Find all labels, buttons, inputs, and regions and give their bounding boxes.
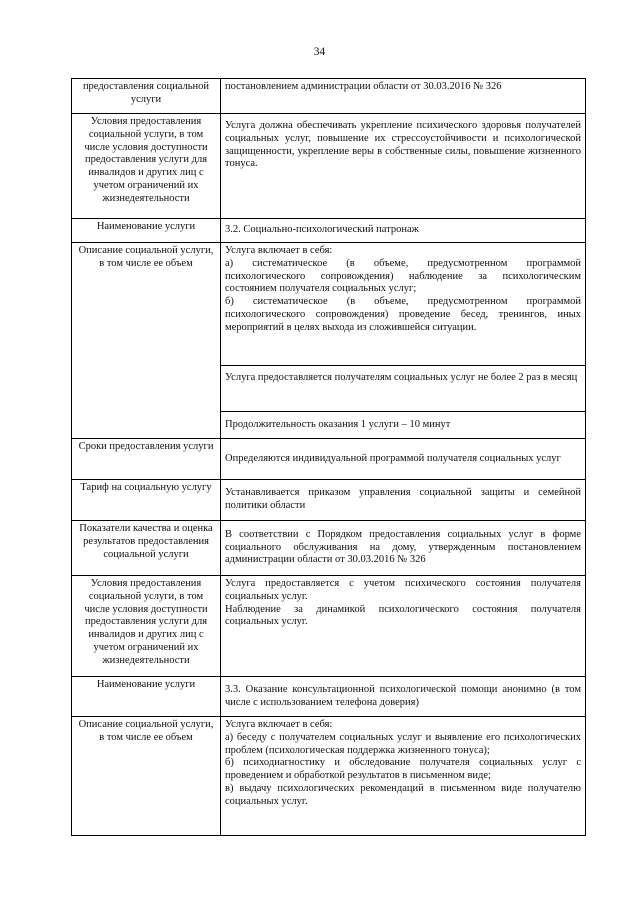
row-value: постановлением администрации области от 30.03.2016 № 326: [221, 79, 586, 114]
row-value: Устанавливается приказом управления социальной защиты и семейной политики области: [221, 480, 586, 521]
table-row: [72, 480, 586, 521]
table-row: [72, 79, 586, 114]
row-value: [221, 576, 586, 677]
table-row: [72, 677, 586, 717]
row-label: Условия предоставления социальной услуги, в том числе условия доступности предоставления услуги для инвалидов и других лиц с учетом ограничений их жизнедеятельности: [72, 114, 221, 219]
text-line: Услуга включает в себя:: [225, 245, 333, 256]
table-row: [72, 114, 586, 219]
service-name: 3.3. Оказание консультационной психологической помощи анонимно (в том числе с использованием телефона доверия): [221, 677, 586, 717]
text-line: б) психодиагностику и обследование получателя социальных услуг с проведением и обработкой результатов в письменном виде;: [225, 757, 581, 782]
text-line: а) систематическое (в объеме, предусмотренном программой психологического сопровождения) наблюдение за психологическим состоянием получателя социальных услуг;: [225, 257, 581, 295]
text-line: а) беседу с получателем социальных услуг и выявление его психологических проблем (психологическая поддержка жизненного тонуса);: [225, 731, 581, 756]
text-line: в) выдачу психологических рекомендаций в письменном виде получателю социальных услуг.: [225, 782, 581, 807]
row-label: Наименование услуги: [72, 677, 221, 717]
row-value: Услуга должна обеспечивать укрепление психического здоровья получателей социальных услуг, повышение их стрессоустойчивости и психологической защищенности, укрепление веры в собственные силы, повышение жизненного тонуса.: [221, 114, 586, 219]
table-row: [72, 219, 586, 243]
row-value: Услуга предоставляется получателям социальных услуг не более 2 раз в месяц: [221, 366, 586, 412]
table-row: [72, 717, 586, 836]
row-value: Продолжительность оказания 1 услуги – 10 минут: [221, 412, 586, 439]
text-line: Услуга включает в себя:: [225, 719, 333, 730]
row-value: [221, 243, 586, 366]
services-table: [71, 78, 586, 836]
row-label: Тариф на социальную услугу: [72, 480, 221, 521]
table-row: [72, 243, 586, 366]
text-line: Услуга предоставляется с учетом психического состояния получателя социальных услуг.: [225, 578, 581, 602]
text-line: Наблюдение за динамикой психологического состояния получателя социальных услуг.: [225, 603, 581, 628]
table-row: [72, 521, 586, 576]
row-label: Описание социальной услуги, в том числе ее объем: [72, 717, 221, 836]
service-name: 3.2. Социально-психологический патронаж: [221, 219, 586, 243]
row-label: Показатели качества и оценка результатов предоставления социальной услуги: [72, 521, 221, 576]
row-label: Описание социальной услуги, в том числе ее объем: [72, 243, 221, 439]
row-value: [221, 717, 586, 836]
row-label: Условия предоставления социальной услуги, в том числе условия доступности предоставления услуги для инвалидов и других лиц с учетом ограничений их жизнедеятельности: [72, 576, 221, 677]
row-label: Наименование услуги: [72, 219, 221, 243]
row-label: Сроки предоставления услуги: [72, 439, 221, 480]
page-number: 34: [313, 46, 326, 58]
row-value: В соответствии с Порядком предоставления социальных услуг в форме социального обслуживания на дому, утвержденным постановлением администрации области от 30.03.2016 № 326: [221, 521, 586, 576]
row-label: предоставления социальной услуги: [72, 79, 221, 114]
table-row: [72, 439, 586, 480]
row-value: Определяются индивидуальной программой получателя социальных услуг: [221, 439, 586, 480]
table-row: [72, 576, 586, 677]
text-line: б) систематическое (в объеме, предусмотренном программой психологического сопровождения) проведение бесед, тренингов, иных мероприятий в целях выхода из сложившейся ситуации.: [225, 296, 581, 333]
